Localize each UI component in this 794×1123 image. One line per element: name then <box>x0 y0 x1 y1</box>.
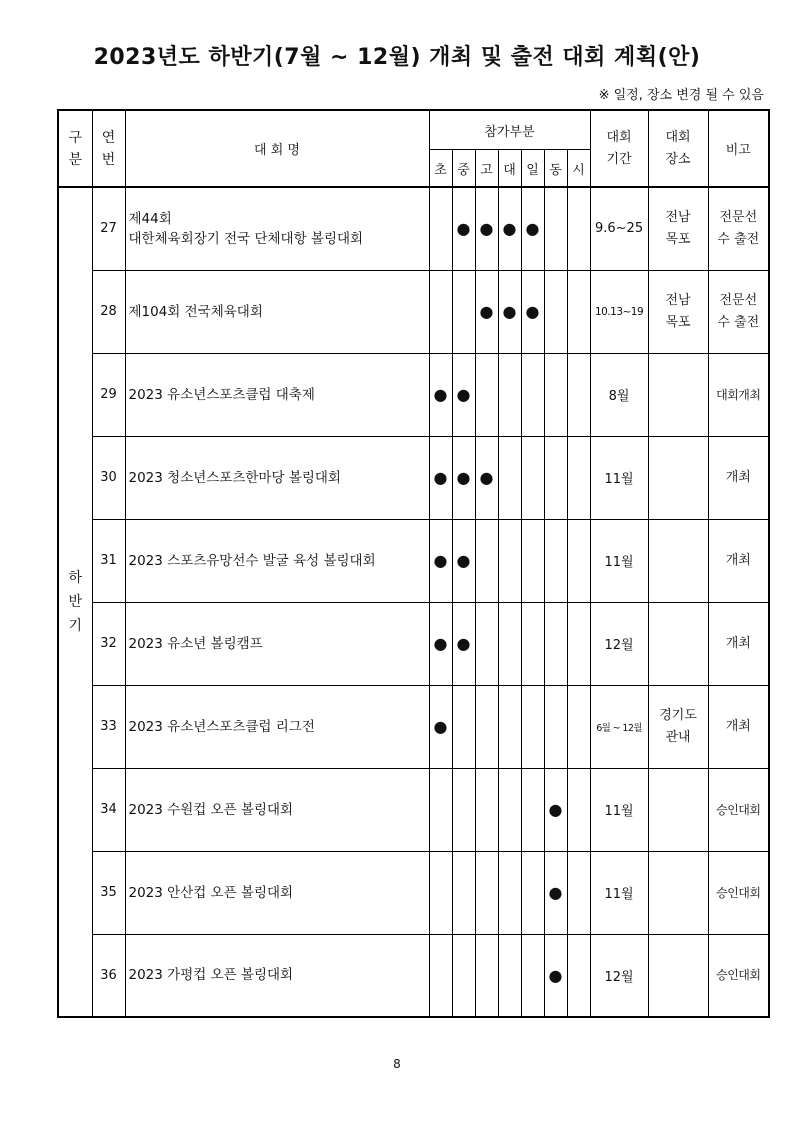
competition-venue <box>648 436 708 519</box>
competition-venue <box>648 602 708 685</box>
division-mark-cell <box>544 270 567 353</box>
competition-period: 11월 <box>590 519 648 602</box>
competition-period: 6월 ~ 12월 <box>590 685 648 768</box>
table-row <box>58 851 769 934</box>
competition-name: 2023 수원컵 오픈 볼링대회 <box>125 768 429 851</box>
division-mark-cell <box>521 685 544 768</box>
division-mark-cell <box>429 934 452 1017</box>
header-period <box>590 110 648 187</box>
division-mark-cell <box>498 436 521 519</box>
participation-dot: ● <box>433 385 448 404</box>
row-number: 35 <box>92 851 125 934</box>
division-mark-cell <box>498 768 521 851</box>
competition-remark: 승인대회 <box>708 934 769 1017</box>
header-division: 일 <box>521 150 544 188</box>
header-division: 초 <box>429 150 452 188</box>
table-row <box>58 685 769 768</box>
participation-dot: ● <box>456 219 471 239</box>
division-mark-cell <box>544 602 567 685</box>
header-name: 대 회 명 <box>125 110 429 187</box>
row-number: 30 <box>92 436 125 519</box>
competition-period: 11월 <box>590 768 648 851</box>
division-mark-cell <box>521 187 544 270</box>
division-mark-cell <box>544 934 567 1017</box>
division-mark-cell <box>429 602 452 685</box>
division-mark-cell <box>475 602 498 685</box>
division-mark-cell <box>429 768 452 851</box>
division-mark-cell <box>567 685 590 768</box>
division-mark-cell <box>544 436 567 519</box>
table-row <box>58 436 769 519</box>
division-mark-cell <box>429 519 452 602</box>
division-mark-cell <box>475 685 498 768</box>
participation-dot: ● <box>433 468 448 487</box>
page-number: 8 <box>393 1057 401 1071</box>
page-title: 2023년도 하반기(7월 ~ 12월) 개최 및 출전 대회 계획(안) <box>93 45 701 70</box>
header-division: 중 <box>452 150 475 188</box>
competition-period: 10.13~19 <box>590 270 648 353</box>
competition-period: 9.6~25 <box>590 187 648 270</box>
division-mark-cell <box>475 519 498 602</box>
competition-venue <box>648 519 708 602</box>
gubun-cell: 하 반 기 <box>58 187 92 1017</box>
competition-remark: 승인대회 <box>708 851 769 934</box>
participation-dot: ● <box>456 634 471 653</box>
competition-venue <box>648 353 708 436</box>
header-division: 시 <box>567 150 590 188</box>
division-mark-cell <box>544 685 567 768</box>
participation-dot: ● <box>433 634 448 653</box>
competition-plan-table <box>57 109 770 1018</box>
division-mark-cell <box>498 353 521 436</box>
competition-period: 8월 <box>590 353 648 436</box>
header-division: 대 <box>498 150 521 188</box>
division-mark-cell <box>498 685 521 768</box>
table-row <box>58 768 769 851</box>
participation-dot: ● <box>479 468 494 487</box>
row-number: 31 <box>92 519 125 602</box>
participation-dot: ● <box>433 551 448 570</box>
row-number: 29 <box>92 353 125 436</box>
participation-dot: ● <box>525 302 540 321</box>
division-mark-cell <box>429 270 452 353</box>
participation-dot: ● <box>502 219 517 239</box>
competition-venue <box>648 768 708 851</box>
division-mark-cell <box>429 851 452 934</box>
division-mark-cell <box>475 187 498 270</box>
division-mark-cell <box>475 934 498 1017</box>
division-mark-cell <box>521 768 544 851</box>
division-mark-cell <box>567 187 590 270</box>
competition-name: 2023 유소년스포츠클럽 리그전 <box>125 685 429 768</box>
header-participation: 참가부분 <box>429 110 590 150</box>
header-number <box>92 110 125 187</box>
division-mark-cell <box>498 270 521 353</box>
competition-remark: 승인대회 <box>708 768 769 851</box>
division-mark-cell <box>475 768 498 851</box>
header-gubun <box>58 110 92 187</box>
participation-dot: ● <box>433 717 448 736</box>
schedule-change-note: ※ 일정, 장소 변경 될 수 있음 <box>598 88 764 103</box>
division-mark-cell <box>521 602 544 685</box>
division-mark-cell <box>567 851 590 934</box>
header-remark: 비고 <box>708 110 769 187</box>
competition-venue <box>648 934 708 1017</box>
competition-name: 2023 유소년스포츠클럽 대축제 <box>125 353 429 436</box>
competition-name: 제104회 전국체육대회 <box>125 270 429 353</box>
division-mark-cell <box>521 519 544 602</box>
competition-remark: 전문선 수 출전 <box>708 270 769 353</box>
division-mark-cell <box>429 685 452 768</box>
competition-venue: 경기도 관내 <box>648 685 708 768</box>
division-mark-cell <box>521 353 544 436</box>
division-mark-cell <box>544 353 567 436</box>
table-row <box>58 934 769 1017</box>
competition-period: 11월 <box>590 436 648 519</box>
table-row <box>58 187 769 270</box>
competition-period: 11월 <box>590 851 648 934</box>
table-row <box>58 519 769 602</box>
division-mark-cell <box>452 187 475 270</box>
competition-period: 12월 <box>590 602 648 685</box>
division-mark-cell <box>521 934 544 1017</box>
division-mark-cell <box>498 934 521 1017</box>
division-mark-cell <box>544 187 567 270</box>
header-gubun-text: 구 분 <box>68 129 83 168</box>
division-mark-cell <box>498 851 521 934</box>
competition-remark: 개최 <box>708 685 769 768</box>
competition-remark: 전문선 수 출전 <box>708 187 769 270</box>
competition-remark: 개최 <box>708 602 769 685</box>
competition-remark: 대회개최 <box>708 353 769 436</box>
row-number: 28 <box>92 270 125 353</box>
division-mark-cell <box>521 270 544 353</box>
competition-name: 2023 스포츠유망선수 발굴 육성 볼링대회 <box>125 519 429 602</box>
header-venue <box>648 110 708 187</box>
competition-name: 제44회 대한체육회장기 전국 단체대항 볼링대회 <box>125 187 429 270</box>
competition-name: 2023 청소년스포츠한마당 볼링대회 <box>125 436 429 519</box>
division-mark-cell <box>452 851 475 934</box>
competition-remark: 개최 <box>708 436 769 519</box>
division-mark-cell <box>452 768 475 851</box>
table-row <box>58 270 769 353</box>
division-mark-cell <box>452 353 475 436</box>
row-number: 27 <box>92 187 125 270</box>
division-mark-cell <box>544 519 567 602</box>
competition-venue <box>648 851 708 934</box>
header-division: 고 <box>475 150 498 188</box>
participation-dot: ● <box>479 302 494 321</box>
participation-dot: ● <box>479 219 494 239</box>
row-number: 36 <box>92 934 125 1017</box>
division-mark-cell <box>452 685 475 768</box>
participation-dot: ● <box>548 965 563 985</box>
competition-name: 2023 안산컵 오픈 볼링대회 <box>125 851 429 934</box>
division-mark-cell <box>567 519 590 602</box>
table-row <box>58 353 769 436</box>
competition-period: 12월 <box>590 934 648 1017</box>
header-division: 동 <box>544 150 567 188</box>
division-mark-cell <box>567 768 590 851</box>
division-mark-cell <box>567 270 590 353</box>
division-mark-cell <box>567 602 590 685</box>
competition-name: 2023 유소년 볼링캠프 <box>125 602 429 685</box>
division-mark-cell <box>429 436 452 519</box>
division-mark-cell <box>452 270 475 353</box>
participation-dot: ● <box>502 302 517 321</box>
participation-dot: ● <box>456 468 471 487</box>
division-mark-cell <box>429 353 452 436</box>
participation-dot: ● <box>548 883 563 902</box>
row-number: 32 <box>92 602 125 685</box>
header-number-text: 연 번 <box>101 129 116 168</box>
division-mark-cell <box>452 602 475 685</box>
division-mark-cell <box>567 353 590 436</box>
header-period-text: 대회 기간 <box>606 129 632 167</box>
division-mark-cell <box>452 934 475 1017</box>
competition-remark: 개최 <box>708 519 769 602</box>
division-mark-cell <box>452 436 475 519</box>
division-mark-cell <box>521 436 544 519</box>
division-mark-cell <box>475 851 498 934</box>
division-mark-cell <box>567 934 590 1017</box>
competition-venue: 전남 목포 <box>648 187 708 270</box>
row-number: 34 <box>92 768 125 851</box>
competition-venue: 전남 목포 <box>648 270 708 353</box>
division-mark-cell <box>475 270 498 353</box>
participation-dot: ● <box>456 385 471 404</box>
division-mark-cell <box>475 353 498 436</box>
division-mark-cell <box>429 187 452 270</box>
division-mark-cell <box>567 436 590 519</box>
participation-dot: ● <box>525 219 540 239</box>
division-mark-cell <box>475 436 498 519</box>
division-mark-cell <box>521 851 544 934</box>
participation-dot: ● <box>548 800 563 819</box>
division-mark-cell <box>544 851 567 934</box>
division-mark-cell <box>452 519 475 602</box>
participation-dot: ● <box>456 551 471 570</box>
table-body <box>58 187 769 1017</box>
competition-name: 2023 가평컵 오픈 볼링대회 <box>125 934 429 1017</box>
table-row <box>58 602 769 685</box>
division-mark-cell <box>498 519 521 602</box>
row-number: 33 <box>92 685 125 768</box>
division-mark-cell <box>498 187 521 270</box>
division-mark-cell <box>544 768 567 851</box>
division-mark-cell <box>498 602 521 685</box>
header-venue-text: 대회 장소 <box>665 129 691 167</box>
